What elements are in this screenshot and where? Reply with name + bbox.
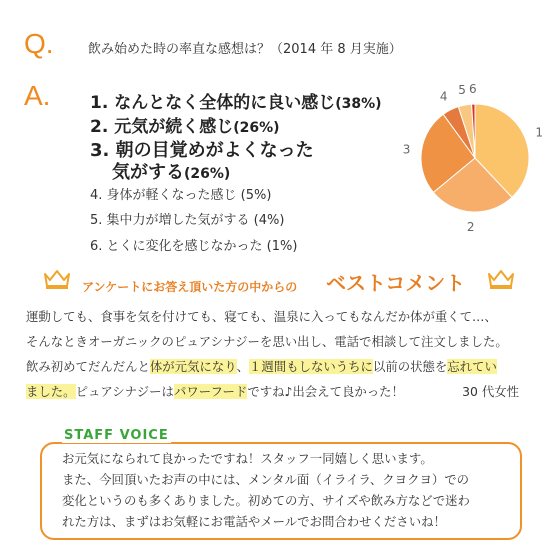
best-comment-body (26, 304, 541, 404)
answer-5: 5. 集中力が増した気がする (4%) (90, 213, 285, 228)
best-comment-title: ベストコメント (326, 271, 466, 295)
staff-voice-title: STAFF VOICE (64, 428, 169, 443)
answer-2-text: 2. 元気が続く感じ (90, 117, 234, 137)
highlight: ました。 (26, 384, 76, 399)
answer-1-pct: (38%) (335, 96, 382, 112)
comment-line: ました。ピュアシナジーはパワーフードですね♪出会えて良かった！ 30 代女性 (26, 379, 541, 404)
answer-3-pct: (26%) (184, 166, 231, 182)
highlight: 体が元気になり (149, 359, 237, 374)
comment-line: 運動しても、食事を気を付けても、寝ても、温泉に入ってもなんだか体が重くて…、 (26, 309, 497, 324)
pie-label-6: 6 (469, 82, 477, 97)
pie-label-5: 5 (458, 83, 466, 98)
staff-line: また、今回頂いたお声の中には、メンタル面（イライラ、クヨクヨ）での (62, 472, 470, 487)
crown-icon (486, 268, 516, 290)
pie-label-1: 1 (535, 125, 543, 140)
highlight: 忘れてい (447, 359, 497, 374)
answer-6: 6. とくに変化を感じなかった (1%) (90, 239, 298, 254)
pie-label-2: 2 (466, 219, 475, 234)
pie-chart (400, 78, 560, 238)
staff-line: お元気になられて良かったですね！スタッフ一同嬉しく思います。 (62, 451, 433, 466)
answer-2-pct: (26%) (233, 120, 280, 136)
question-text: 飲み始めた時の率直な感想は？（2014 年 8 月実施） (88, 42, 402, 57)
answer-3-cont (112, 158, 230, 184)
highlight: パワーフード (173, 384, 248, 399)
comment-signature: 30 代女性 (462, 384, 519, 399)
best-comment-intro: アンケートにお答え頂いた方の中からの (82, 280, 298, 294)
staff-voice-text (62, 448, 512, 532)
highlight: １週間もしないうちに (249, 359, 373, 374)
staff-line: 変化というのも多くありました。初めての方、サイズや飲み方などで迷わ (62, 493, 470, 508)
answer-3-text: 3. 朝の目覚めがよくなった (90, 140, 314, 161)
comment-line: そんなときオーガニックのピュアシナジーを思い出し、電話で相談して注文しました。 (26, 334, 508, 349)
crown-icon (42, 268, 72, 290)
pie-label-3: 3 (402, 142, 411, 157)
comment-line: 飲み初めてだんだんと体が元気になり、１週間もしないうちに以前の状態を忘れてい (26, 359, 497, 374)
answer-2 (90, 112, 280, 137)
a-marker: A. (24, 80, 51, 111)
answer-4: 4. 身体が軽くなった感じ (5%) (90, 188, 272, 203)
pie-label-4: 4 (439, 89, 448, 104)
answer-1-text: 1. なんとなく全体的に良い感じ (90, 93, 336, 113)
answer-3-cont-text: 気がする (112, 162, 184, 183)
q-marker: Q. (24, 28, 54, 59)
staff-line: れた方は、まずはお気軽にお電話やメールでお問合わせくださいね！ (62, 514, 446, 529)
answer-1 (90, 88, 382, 113)
